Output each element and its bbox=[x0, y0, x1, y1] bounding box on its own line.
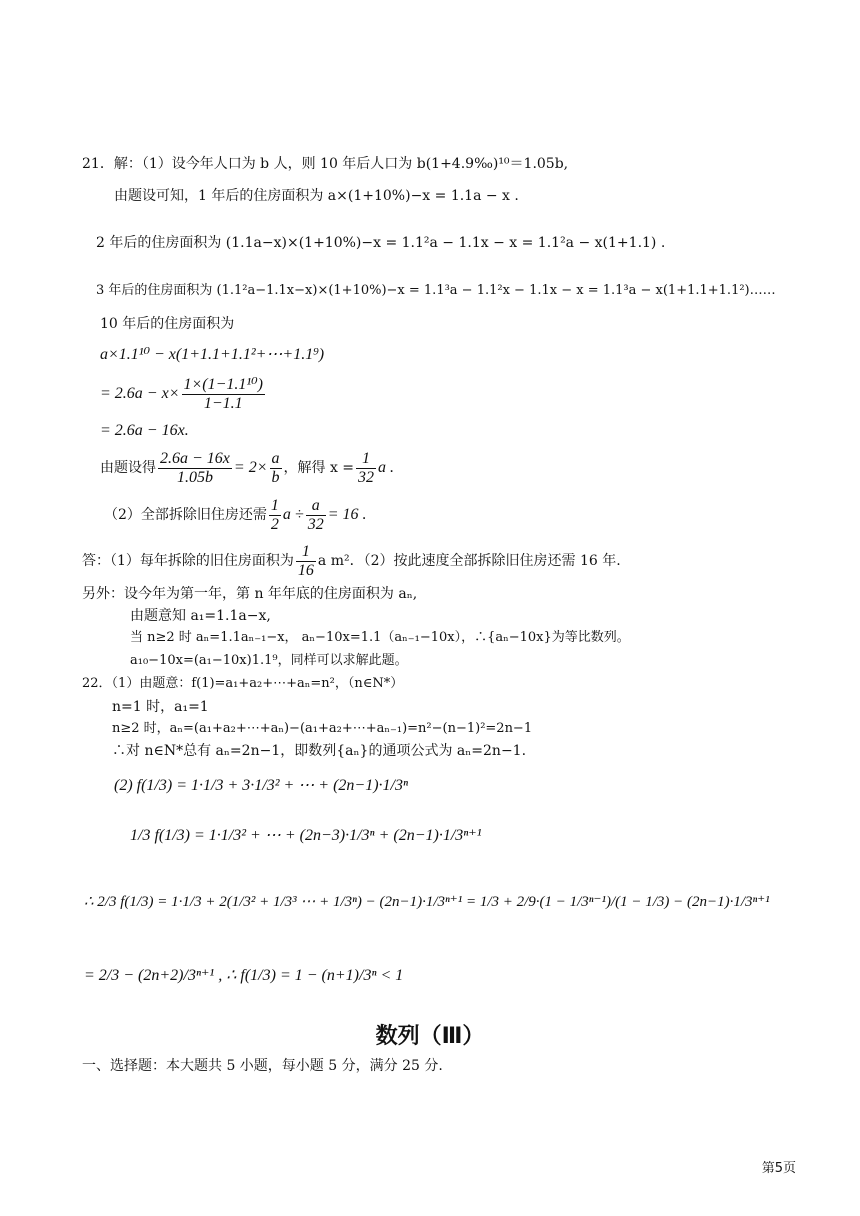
p21-line9-den2: b bbox=[271, 468, 280, 486]
p21-answer-num: 1 bbox=[296, 543, 316, 562]
p21-line10-end: = 16 . bbox=[327, 506, 367, 523]
p21-line7 bbox=[100, 372, 267, 416]
p21-line10-prefix: （2）全部拆除旧住房还需 bbox=[104, 507, 267, 523]
p21-answer-prefix: 答：（1）每年拆除的旧住房面积为 bbox=[82, 553, 294, 569]
p21-line10 bbox=[104, 493, 367, 537]
p21-line10-num2: a bbox=[306, 497, 326, 516]
p22-line8: = 2/3 − (2n+2)/3ⁿ⁺¹ , ∴ f(1/3) = 1 − (n+1)/3ⁿ < 1 bbox=[84, 967, 404, 984]
p21-line10-num1: 1 bbox=[270, 496, 279, 514]
p21-line9-prefix: 由题设得 bbox=[100, 460, 156, 476]
p21-line10-mid: a ÷ bbox=[282, 506, 304, 523]
p21-line7-denominator: 1−1.1 bbox=[203, 394, 243, 412]
section-intro: 一、选择题：本大题共 5 小题，每小题 5 分，满分 25 分. bbox=[82, 1058, 443, 1074]
p22-line1: 22．（1）由题意：f(1)=a₁+a₂+⋯+aₙ=n²，（n∈N*） bbox=[82, 676, 404, 691]
p21-answer-den: 16 bbox=[297, 561, 314, 579]
p21-line5: 10 年后的住房面积为 bbox=[100, 316, 235, 332]
p21-line4: 3 年后的住房面积为 (1.1²a−1.1x−x)×(1+10%)−x = 1.1³a − 1.1²x − 1.1x − x = 1.1³a − x(1+1.1+1.1²)…… bbox=[96, 283, 776, 298]
p21-line2: 由题设可知，1 年后的住房面积为 a×(1+10%)−x = 1.1a − x . bbox=[114, 188, 519, 204]
p21-line3: 2 年后的住房面积为 (1.1a−x)×(1+10%)−x = 1.1²a − 1.1x − x = 1.1²a − x(1+1.1) . bbox=[96, 235, 666, 251]
p21-line8: = 2.6a − 16x. bbox=[100, 422, 189, 439]
p21-line9-end: a . bbox=[378, 459, 395, 476]
page-number: 第5页 bbox=[761, 1161, 796, 1176]
section-title: 数列（Ⅲ） bbox=[375, 1024, 485, 1049]
p21-line7-numerator: 1×(1−1.1¹⁰) bbox=[183, 375, 263, 393]
p21-line9-num: 2.6a − 16x bbox=[160, 449, 230, 467]
p21-line9-num2: a bbox=[271, 449, 280, 467]
p21-line1: 21．解：（1）设今年人口为 b 人，则 10 年后人口为 b(1+4.9‰)¹⁰＝1.05b, bbox=[82, 156, 569, 172]
p21-line9-den3: 32 bbox=[358, 468, 375, 486]
p21-line9-den: 1.05b bbox=[176, 468, 213, 486]
p21-alt2: 由题意知 a₁=1.1a−x, bbox=[130, 608, 271, 624]
p21-line6: a×1.1¹⁰ − x(1+1.1+1.1²+⋯+1.1⁹) bbox=[100, 346, 325, 363]
p21-line9-mid: = 2× bbox=[233, 459, 268, 476]
p21-answer bbox=[82, 539, 621, 583]
p21-alt4: a₁₀−10x=(a₁−10x)1.1⁹，同样可以求解此题。 bbox=[130, 653, 408, 668]
p21-line7-prefix: = 2.6a − x× bbox=[100, 385, 180, 402]
p21-alt1: 另外：设今年为第一年，第 n 年年底的住房面积为 aₙ, bbox=[82, 586, 418, 602]
p21-answer-end: a m²．（2）按此速度全部拆除旧住房还需 16 年. bbox=[317, 553, 621, 569]
p22-line6: 1/3 f(1/3) = 1·1/3² + ⋯ + (2n−3)·1/3ⁿ + (2n−1)·1/3ⁿ⁺¹ bbox=[130, 827, 482, 844]
p22-line3: n≥2 时，aₙ=(a₁+a₂+⋯+aₙ)−(a₁+a₂+⋯+aₙ₋₁)=n²−(n−1)²=2n−1 bbox=[112, 721, 533, 736]
p22-line2: n=1 时，a₁=1 bbox=[112, 699, 209, 715]
p21-line9 bbox=[100, 446, 394, 490]
p21-line9-num3: 1 bbox=[356, 450, 376, 469]
p21-line10-den2: 32 bbox=[307, 515, 324, 533]
p21-line9-mid2: ，解得 x = bbox=[283, 460, 355, 476]
p22-line4: ∴对 n∈N*总有 aₙ=2n−1，即数列{aₙ}的通项公式为 aₙ=2n−1. bbox=[112, 743, 527, 759]
p21-line10-den1: 2 bbox=[270, 515, 279, 533]
p22-line5: (2) f(1/3) = 1·1/3 + 3·1/3² + ⋯ + (2n−1)·1/3ⁿ bbox=[114, 777, 409, 794]
p22-line7: ∴ 2/3 f(1/3) = 1·1/3 + 2(1/3² + 1/3³ ⋯ + 1/3ⁿ) − (2n−1)·1/3ⁿ⁺¹ = 1/3 + 2/9·(1 − 1/3ⁿ⁻¹)/(1 − 1/3) − (2n−1)·1/3ⁿ⁺¹ bbox=[84, 894, 770, 910]
p21-alt3: 当 n≥2 时 aₙ=1.1aₙ₋₁−x， aₙ−10x=1.1（aₙ₋₁−10x），∴{aₙ−10x}为等比数列。 bbox=[130, 630, 630, 645]
